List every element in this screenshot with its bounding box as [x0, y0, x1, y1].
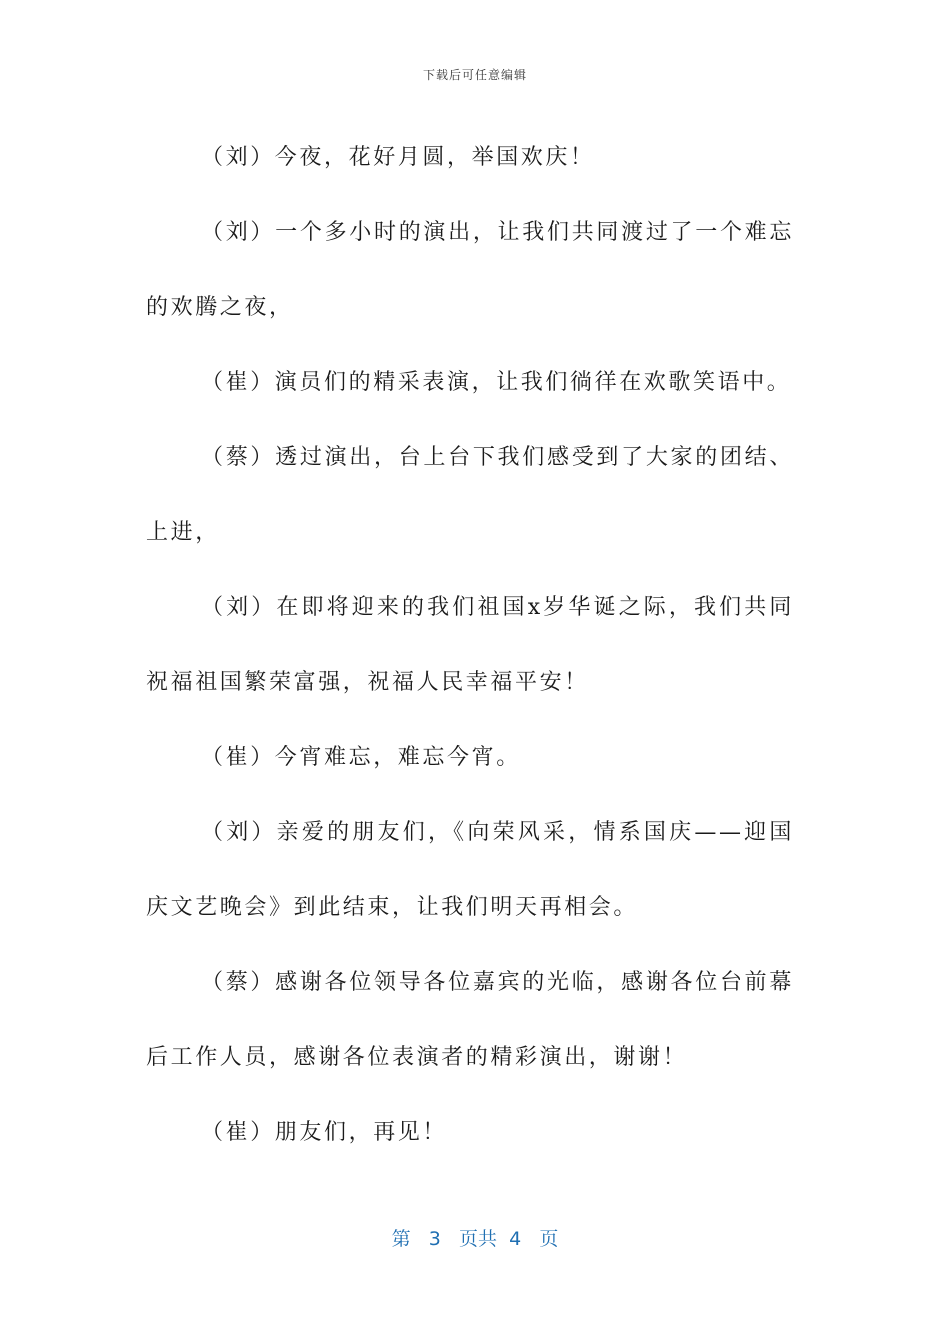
header-note: 下载后可任意编辑 [422, 68, 527, 82]
paragraph-4: （蔡）透过演出，台上台下我们感受到了大家的团结、上进， [146, 445, 794, 545]
footer-current-page: 3 [428, 1228, 441, 1250]
page-footer [0, 1224, 950, 1251]
paragraph-1: （刘）今夜，花好月圆，举国欢庆！ [201, 145, 595, 170]
paragraph-7: （刘）亲爱的朋友们，《向荣风采，情系国庆——迎国庆文艺晚会》到此结束，让我们明天再相会。 [146, 820, 794, 920]
paragraph-3: （崔）演员们的精采表演，让我们徜徉在欢歌笑语中。 [201, 370, 792, 395]
paragraph-5: （刘）在即将迎来的我们祖国x岁华诞之际，我们共同祝福祖国繁荣富强，祝福人民幸福平安！ [146, 595, 794, 695]
footer-prefix: 第 [391, 1228, 411, 1250]
footer-total-pages: 4 [509, 1228, 522, 1250]
paragraph-8: （蔡）感谢各位领导各位嘉宾的光临，感谢各位台前幕后工作人员，感谢各位表演者的精彩演出，谢谢！ [146, 970, 794, 1070]
document-body [146, 120, 794, 1170]
paragraph-9: （崔）朋友们，再见！ [201, 1120, 448, 1145]
paragraph-6: （崔）今宵难忘，难忘今宵。 [201, 745, 521, 770]
footer-middle: 页共 [459, 1228, 498, 1250]
footer-suffix: 页 [539, 1228, 559, 1250]
paragraph-2: （刘）一个多小时的演出，让我们共同渡过了一个难忘的欢腾之夜， [146, 220, 794, 320]
